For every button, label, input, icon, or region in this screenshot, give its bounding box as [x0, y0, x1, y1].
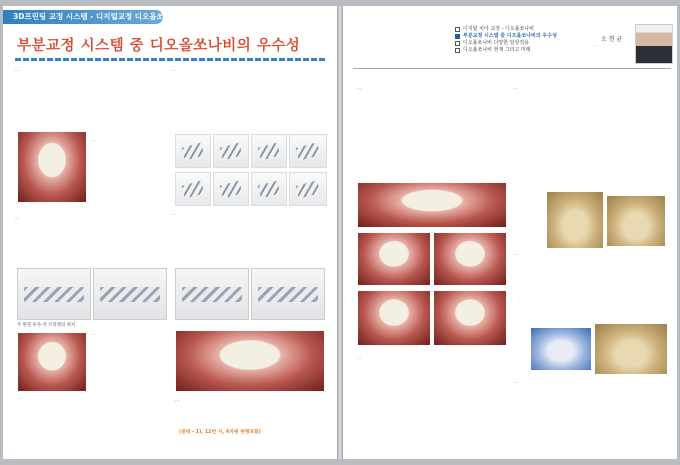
author-affiliation: … — [593, 42, 597, 47]
clinical-photo — [17, 332, 87, 392]
body-paragraph: … — [513, 86, 518, 91]
toc-item: 디오올쏘나비 다양한 임상적용 — [455, 40, 557, 47]
author-photo — [635, 24, 673, 64]
figure-caption: (중략 - 1), 12번 시, 4차원 변형포함) — [179, 430, 261, 435]
checkbox-icon — [455, 48, 460, 53]
clinical-photo — [433, 290, 507, 346]
article-title: 부분교정 시스템 중 디오올쏘나비의 우수성 — [17, 37, 301, 54]
body-paragraph: … — [171, 68, 176, 73]
title-divider — [15, 58, 327, 61]
body-paragraph: … — [15, 216, 20, 221]
clinical-photo — [433, 232, 507, 286]
bracket-photo — [251, 172, 287, 206]
dental-model-photo — [607, 196, 665, 246]
bracket-photo — [289, 134, 327, 168]
toc-item-active: 부분교정 시스템 중 디오올쏘나비의 우수성 — [455, 33, 557, 40]
body-paragraph: … — [357, 86, 362, 91]
bracket-photo — [289, 172, 327, 206]
body-paragraph: … — [171, 212, 176, 217]
body-paragraph: … — [91, 332, 96, 337]
checkbox-icon — [455, 34, 460, 39]
dental-model-photo — [595, 324, 667, 374]
clinical-photo — [175, 330, 325, 392]
right-page — [343, 6, 677, 459]
body-paragraph: … — [175, 398, 180, 403]
toc-item: 디오올쏘나비 현재 그리고 미래 — [455, 47, 557, 54]
checkbox-icon — [455, 27, 460, 32]
series-banner — [3, 10, 188, 24]
bracket-photo — [175, 134, 211, 168]
left-page — [3, 6, 337, 459]
series-toc — [455, 26, 557, 54]
clinical-photo — [357, 182, 507, 228]
clinical-photo — [357, 232, 431, 286]
bracket-photo — [251, 134, 287, 168]
toc-item: 디지털 치아 교정 - 디오올쏘나비 — [455, 26, 557, 33]
bracket-diagram — [251, 268, 325, 320]
header-divider — [353, 68, 671, 69]
body-paragraph: … — [15, 68, 20, 73]
series-label: 3D프린팅 교정 시스템 - 디지털교정 디오올쏘나비 ② — [13, 12, 188, 21]
figure-caption: 주 변형 투자-각 브라켓의 위치 — [17, 323, 76, 328]
dental-model-photo — [547, 192, 603, 248]
bracket-diagram — [175, 268, 249, 320]
author-name: 오 현 균 — [601, 36, 623, 43]
clinical-photo — [357, 290, 431, 346]
bracket-photo — [175, 172, 211, 206]
checkbox-icon — [455, 41, 460, 46]
body-paragraph: … — [513, 380, 518, 385]
body-paragraph: … — [91, 138, 96, 143]
body-paragraph: … — [17, 396, 22, 401]
aligner-photo — [531, 328, 591, 370]
body-paragraph: … — [513, 252, 518, 257]
clinical-photo — [17, 131, 87, 203]
bracket-photo — [213, 172, 249, 206]
bracket-photo — [213, 134, 249, 168]
body-paragraph: … — [357, 356, 362, 361]
bracket-diagram — [93, 268, 167, 320]
bracket-diagram — [17, 268, 91, 320]
